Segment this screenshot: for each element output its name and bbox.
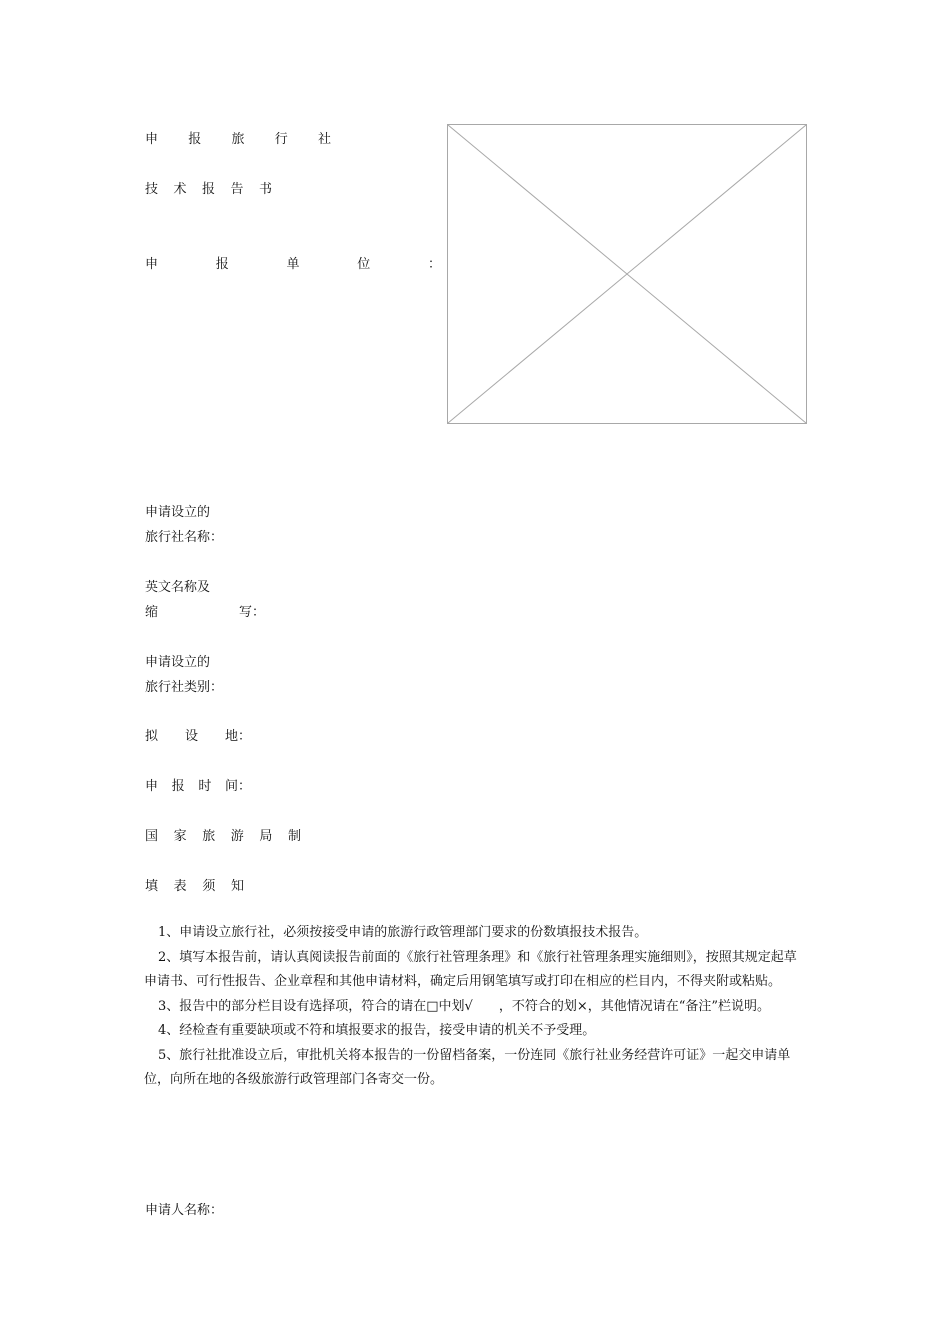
title-line-1: [145, 128, 331, 147]
title-char: 旅: [231, 132, 245, 147]
note-item-3: 3、报告中的部分栏目设有选择项，符合的请在□中划√ ，不符合的划×，其他情况请在“备注”栏说明。: [158, 998, 771, 1014]
image-placeholder: [447, 124, 807, 424]
title-char: 术: [173, 182, 187, 197]
english-name-label-1: 英文名称及: [145, 580, 211, 595]
agency-name-label-1: 申请设立的: [145, 505, 211, 520]
english-name-label-2: 缩 写：: [145, 605, 265, 620]
report-time-label: 申 报 时 间：: [145, 779, 251, 794]
title-char: 报: [201, 182, 215, 197]
title-char: 申: [145, 132, 159, 147]
note-item-2: 2、填写本报告前，请认真阅读报告前面的《旅行社管理条理》和《旅行社管理条理实施细则》，按照其规定起草申请书、可行性报告、企业章程和其他申请材料，确定后用钢笔填写或打印在相应的栏目内，不得夹附或粘贴。: [144, 949, 797, 989]
category-label-2: 旅行社类别：: [145, 680, 224, 695]
note-item-4: 4、经检查有重要缺项或不符和填报要求的报告，接受申请的机关不予受理。: [158, 1023, 596, 1038]
issuer-label: 国 家 旅 游 局 制: [145, 829, 301, 844]
title-char: 技: [145, 182, 159, 197]
note-item-5: 5、旅行社批准设立后，审批机关将本报告的一份留档备案，一份连同《旅行社业务经营许可证》一起交申请单位，向所在地的各级旅游行政管理部门各寄交一份。: [144, 1047, 791, 1087]
title-char: 书: [258, 182, 272, 197]
agency-name-label-2: 旅行社名称：: [145, 530, 224, 545]
title-char: 告: [230, 182, 244, 197]
title-char: 社: [317, 132, 331, 147]
title-char: 报: [188, 132, 202, 147]
broken-image-icon: [448, 125, 806, 423]
applicant-unit-label: 申 报 单 位 ：: [145, 257, 441, 272]
category-label-1: 申请设立的: [145, 655, 211, 670]
title-line-2: [145, 178, 272, 197]
note-item-1: 1、申请设立旅行社，必须按接受申请的旅游行政管理部门要求的份数填报技术报告。: [158, 925, 648, 940]
notes-heading: 填 表 须 知: [145, 879, 244, 894]
notes-body: [144, 921, 806, 1093]
title-char: 行: [274, 132, 288, 147]
location-label: 拟 设 地：: [145, 729, 251, 744]
applicant-name-label: 申请人名称：: [145, 1203, 224, 1218]
